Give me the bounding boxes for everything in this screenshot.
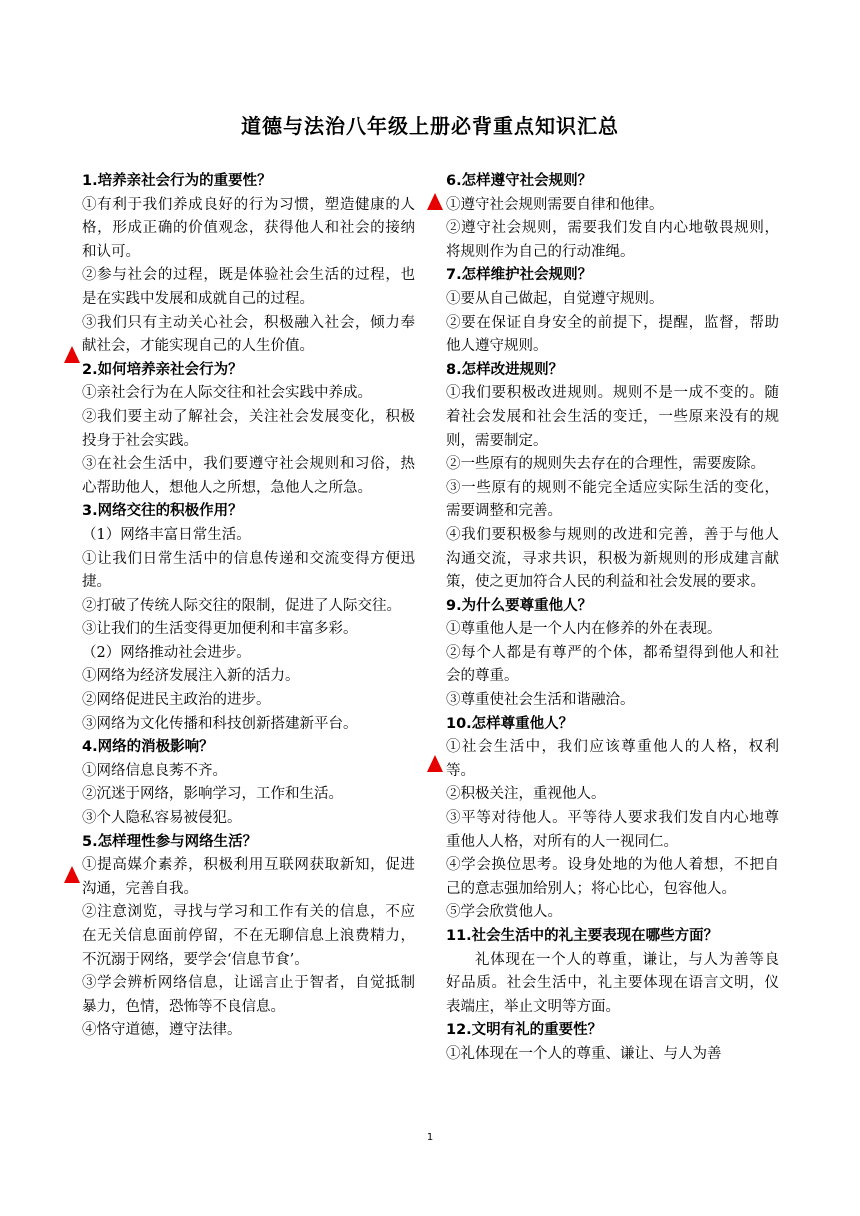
answer-paragraph: ①有利于我们养成良好的行为习惯，塑造健康的人格，形成正确的价值观念，获得他人和社会的接纳和认可。: [82, 196, 415, 260]
answer-paragraph: ①网络信息良莠不齐。: [82, 762, 227, 779]
answer-paragraph: （2）网络推动社会进步。: [82, 644, 251, 661]
answer-paragraph: ①要从自己做起，自觉遵守规则。: [446, 290, 664, 307]
answer-paragraph: ②打破了传统人际交往的限制，促进了人际交往。: [82, 597, 401, 614]
answer-paragraph: ③个人隐私容易被侵犯。: [82, 810, 242, 827]
question-heading: 4.网络的消极影响？: [82, 739, 214, 756]
answer-paragraph: ③平等对待他人。平等待人要求我们发自内心地尊重他人人格，对所有的人一视同仁。: [446, 810, 779, 850]
answer-paragraph: ④学会换位思考。设身处地的为他人着想，不把自己的意志强加给别人；将心比心，包容他人。: [446, 857, 779, 897]
answer-paragraph: ②一些原有的规则失去存在的合理性，需要废除。: [446, 456, 765, 473]
answer-paragraph: ①尊重他人是一个人内在修养的外在表现。: [446, 621, 722, 638]
question-heading: 6.怎样遵守社会规则？: [446, 173, 593, 189]
answer-paragraph: ②参与社会的过程，既是体验社会生活的过程，也是在实践中发展和成就自己的过程。: [82, 267, 415, 307]
page-title: 道德与法治八年级上册必背重点知识汇总: [241, 114, 619, 138]
answer-paragraph: ②沉迷于网络，影响学习，工作和生活。: [82, 786, 343, 803]
answer-paragraph: ①提高媒介素养，积极利用互联网获取新知，促进沟通，完善自我。: [82, 857, 415, 897]
question-heading: 7.怎样维护社会规则？: [446, 267, 593, 284]
answer-paragraph: ③在社会生活中，我们要遵守社会规则和习俗，热心帮助他人，想他人之所想，急他人之所急。: [82, 456, 415, 496]
answer-paragraph: ③让我们的生活变得更加便利和丰富多彩。: [82, 621, 358, 638]
answer-paragraph: ①让我们日常生活中的信息传递和交流变得方便迅捷。: [82, 550, 415, 591]
question-heading: 3.网络交往的积极作用？: [82, 503, 243, 520]
answer-paragraph: ③网络为文化传播和科技创新搭建新平台。: [82, 715, 358, 732]
answer-paragraph: ④我们要积极参与规则的改进和完善，善于与他人沟通交流，寻求共识，积极为新规则的形成建言献策，使之更加符合人民的利益和社会发展的要求。: [446, 526, 779, 591]
answer-paragraph: ③我们只有主动关心社会，积极融入社会，倾力奉献社会，才能实现自己的人生价值。: [82, 314, 415, 355]
answer-paragraph: （1）网络丰富日常生活。: [82, 526, 251, 543]
question-heading: 10.怎样尊重他人？: [446, 715, 574, 732]
answer-paragraph: ②遵守社会规则，需要我们发自内心地敬畏规则，将规则作为自己的行动准绳。: [446, 220, 779, 260]
question-heading: 5.怎样理性参与网络生活？: [82, 833, 258, 850]
question-heading: 8.怎样改进规则？: [446, 361, 564, 378]
answer-paragraph: ③尊重使社会生活和谐融洽。: [446, 692, 635, 709]
question-heading: 2.如何培养亲社会行为？: [82, 361, 243, 378]
question-heading: 9.为什么要尊重他人？: [446, 597, 593, 614]
question-heading: 1.培养亲社会行为的重要性？: [82, 173, 272, 189]
answer-paragraph: ②要在保证自身安全的前提下，提醒，监督，帮助他人遵守规则。: [446, 314, 779, 355]
page-number: 1: [426, 1132, 434, 1143]
answer-paragraph: ②每个人都是有尊严的个体，都希望得到他人和社会的尊重。: [446, 644, 779, 685]
answer-paragraph: ③一些原有的规则不能完全适应实际生活的变化，需要调整和完善。: [446, 479, 779, 520]
answer-paragraph: ⑤学会欣赏他人。: [446, 904, 562, 921]
left-column: [82, 170, 415, 1043]
answer-paragraph: ③学会辨析网络信息，让谣言止于智者，自觉抵制暴力，色情，恐怖等不良信息。: [82, 975, 415, 1015]
red-triangle-icon: [64, 866, 80, 883]
red-triangle-icon: [64, 346, 80, 363]
answer-paragraph: ①社会生活中，我们应该尊重他人的人格，权利等。: [446, 739, 779, 779]
right-column: [446, 170, 779, 1067]
answer-paragraph: ④恪守道德，遵守法律。: [82, 1022, 242, 1039]
answer-paragraph: ①我们要积极改进规则。规则不是一成不变的。随着社会发展和社会生活的变迁，一些原来没有的规则，需要制定。: [446, 385, 779, 449]
answer-paragraph: 礼体现在一个人的尊重，谦让，与人为善等良好品质。社会生活中，礼主要体现在语言文明，仪表端庄，举止文明等方面。: [446, 951, 779, 1015]
answer-paragraph: ①网络为经济发展注入新的活力。: [82, 668, 300, 685]
answer-paragraph: ②注意浏览，寻找与学习和工作有关的信息，不应在无关信息面前停留，不在无聊信息上浪费精力，不沉溺于网络，要学会‘信息节食’。: [82, 904, 415, 968]
answer-paragraph: ②积极关注，重视他人。: [446, 786, 606, 803]
red-triangle-icon: [427, 193, 443, 210]
answer-paragraph: ①遵守社会规则需要自律和他律。: [446, 196, 664, 213]
answer-paragraph: ①礼体现在一个人的尊重、谦让、与人为善: [446, 1045, 722, 1062]
answer-paragraph: ①亲社会行为在人际交往和社会实践中养成。: [82, 385, 372, 402]
answer-paragraph: ②我们要主动了解社会，关注社会发展变化，积极投身于社会实践。: [82, 408, 415, 449]
question-heading: 12.文明有礼的重要性？: [446, 1022, 603, 1039]
answer-paragraph: ②网络促进民主政治的进步。: [82, 692, 271, 709]
red-triangle-icon: [427, 755, 443, 772]
question-heading: 11.社会生活中的礼主要表现在哪些方面？: [446, 928, 719, 944]
